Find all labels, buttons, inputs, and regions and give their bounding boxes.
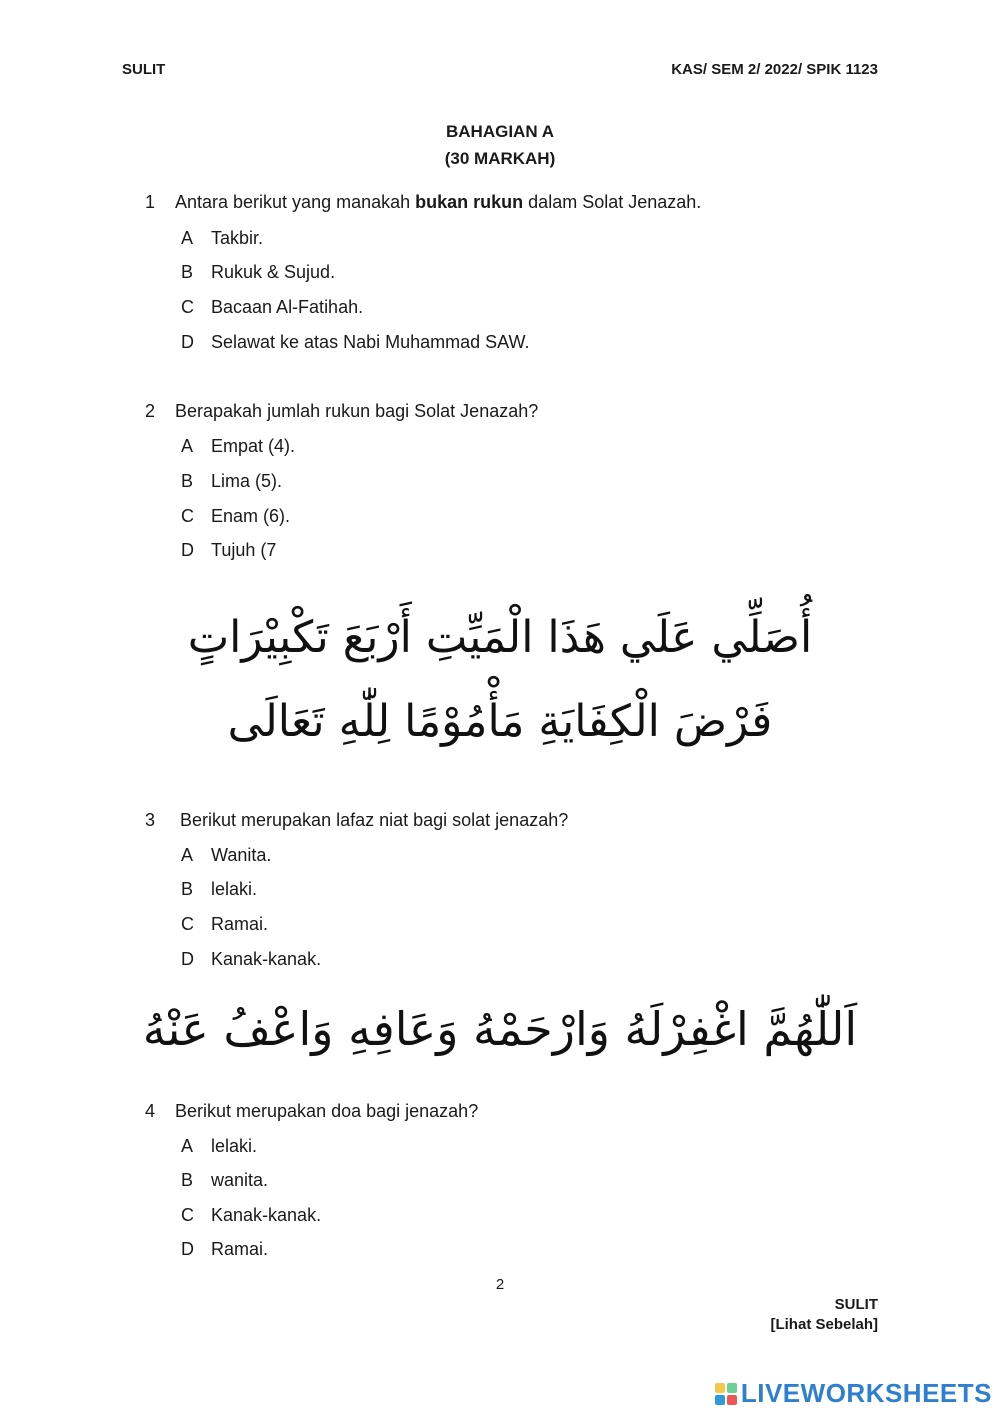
question-text: Berikut merupakan lafaz niat bagi solat jenazah? [180,810,569,830]
header-right: KAS/ SEM 2/ 2022/ SPIK 1123 [671,61,878,78]
logo-square [727,1383,737,1393]
footer-lihat-sebelah: [Lihat Sebelah] [770,1316,878,1333]
footer-sulit: SULIT [834,1296,878,1313]
page-number: 2 [495,1276,505,1293]
question-number: 3 [145,810,156,830]
arabic-doa: اَللّٰهُمَّ اغْفِرْلَهُ وَارْحَمْهُ وَعَافِهِ وَاعْفُ عَنْهُ [142,1002,858,1056]
question-text: Berikut merupakan doa bagi jenazah? [175,1101,479,1121]
header-left: SULIT [122,61,166,78]
section-title: BAHAGIAN A [446,122,554,141]
logo-square [715,1395,725,1405]
arabic-niat-line-2: فَرْضَ الْكِفَايَةِ مَأْمُوْمًا لِلّٰهِ تَعَالَى [227,696,773,747]
liveworksheets-wordmark: LIVEWORKSHEETS [740,1378,992,1408]
logo-square [715,1383,725,1393]
question-number: 2 [145,401,156,421]
question-number: 4 [145,1101,156,1121]
arabic-niat-line-1: أُصَلِّي عَلَي هَذَا الْمَيِّتِ أَرْبَعَ تَكْبِيْرَاتٍ [187,612,813,663]
question-number: 1 [145,192,156,212]
question-text: Berapakah jumlah rukun bagi Solat Jenazah? [175,401,539,421]
liveworksheets-icon [715,1383,737,1405]
liveworksheets-logo[interactable] [715,1378,992,1409]
section-marks: (30 MARKAH) [444,149,556,168]
logo-square [727,1395,737,1405]
question-text: Antara berikut yang manakah bukan rukun dalam Solat Jenazah. [175,192,702,212]
